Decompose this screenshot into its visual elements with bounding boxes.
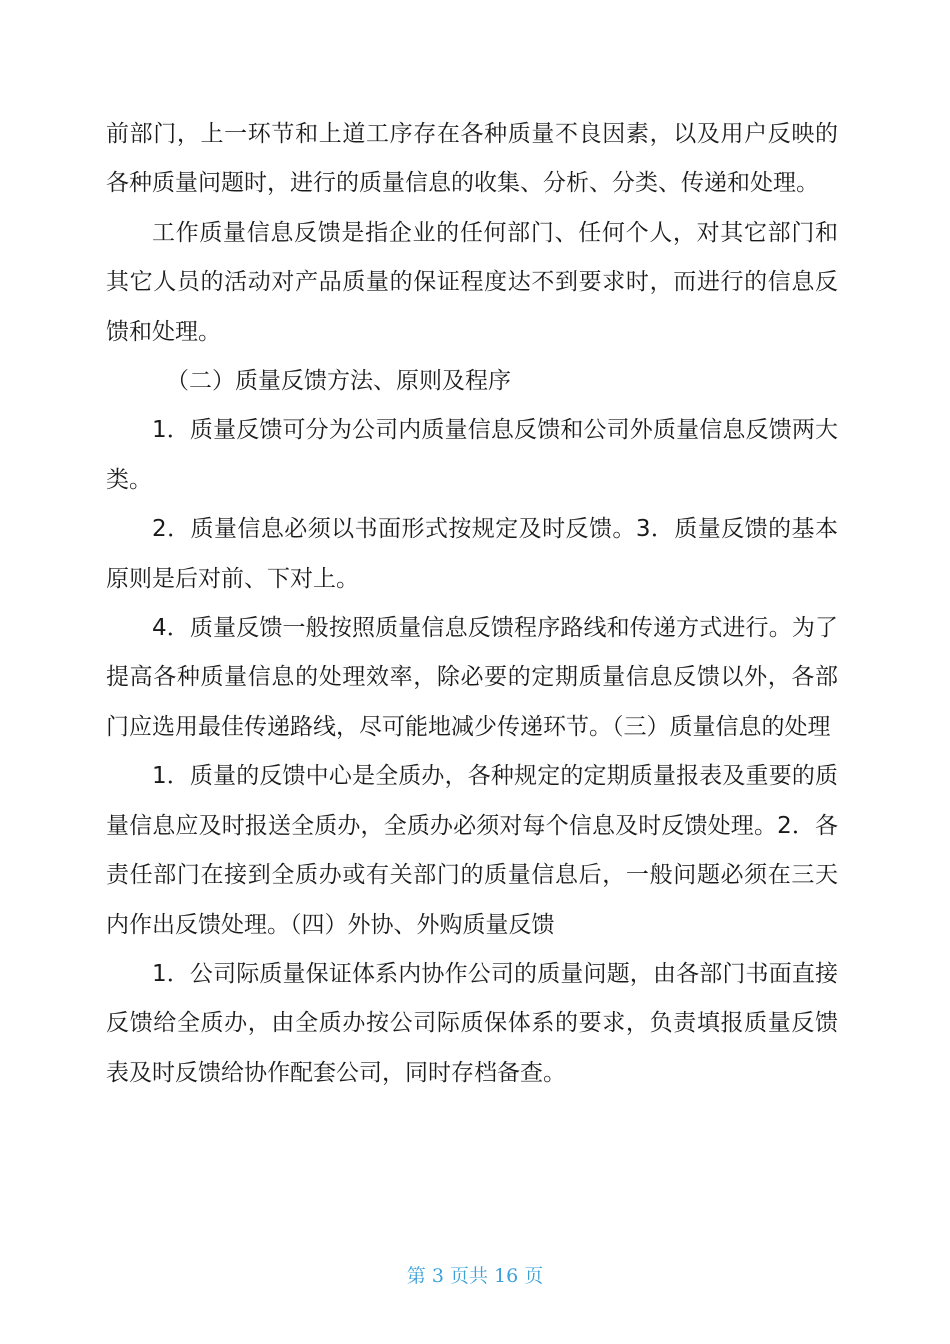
paragraph-6: 4．质量反馈一般按照质量信息反馈程序路线和传递方式进行。为了提高各种质量信息的处理效率，除必要的定期质量信息反馈以外，各部门应选用最佳传递路线，尽可能地减少传递环节。（三）质量信息的处理 — [106, 615, 838, 740]
paragraph-2: 工作质量信息反馈是指企业的任何部门、任何个人，对其它部门和其它人员的活动对产品质量的保证程度达不到要求时，而进行的信息反馈和处理。 — [106, 219, 838, 345]
section-heading-2: （二）质量反馈方法、原则及程序 — [166, 368, 511, 395]
page-number-footer: 第 3 页共 16 页 — [406, 1265, 544, 1287]
paragraph-4: 1．质量反馈可分为公司内质量信息反馈和公司外质量信息反馈两大类。 — [106, 417, 838, 493]
paragraph-1: 前部门，上一环节和上道工序存在各种质量不良因素，以及用户反映的各种质量问题时，进行的质量信息的收集、分析、分类、传递和处理。 — [106, 121, 838, 197]
paragraph-8: 1．公司际质量保证体系内协作公司的质量问题，由各部门书面直接反馈给全质办，由全质办按公司际质保体系的要求，负责填报质量反馈表及时反馈给协作配套公司，同时存档备查。 — [106, 960, 838, 1086]
page-body — [106, 110, 838, 1098]
paragraph-5: 2．质量信息必须以书面形式按规定及时反馈。3．质量反馈的基本原则是后对前、下对上。 — [106, 516, 838, 592]
paragraph-7: 1．质量的反馈中心是全质办，各种规定的定期质量报表及重要的质量信息应及时报送全质办，全质办必须对每个信息及时反馈处理。2．各责任部门在接到全质办或有关部门的质量信息后，一般问题必须在三天内作出反馈处理。（四）外协、外购质量反馈 — [106, 763, 838, 938]
